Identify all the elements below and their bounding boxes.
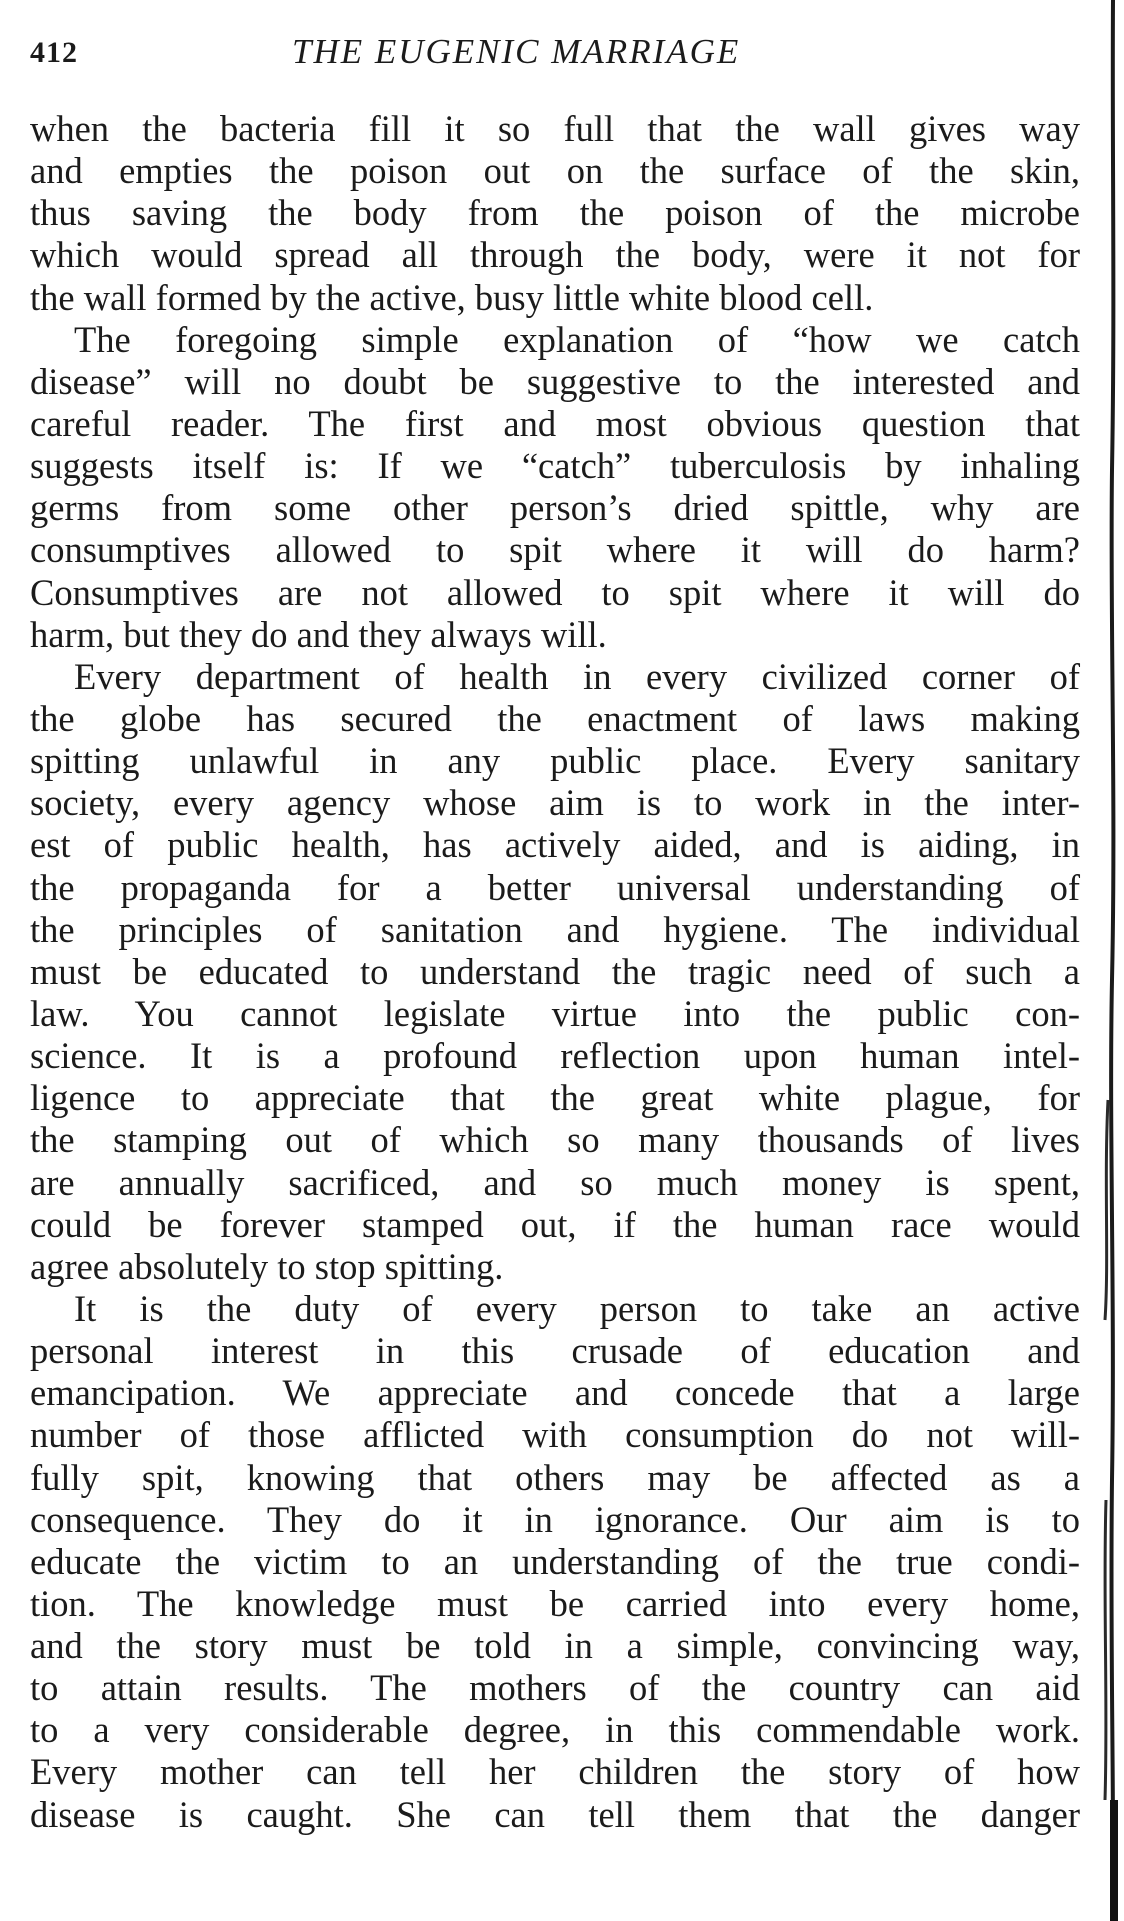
text-line: the stamping out of which so many thousands of lives	[30, 1119, 1080, 1161]
text-line: disease” will no doubt be suggestive to the interested and	[30, 360, 1080, 402]
page-edge-shadow	[1100, 0, 1124, 1921]
text-line: spitting unlawful in any public place. Every sanitary	[30, 740, 1080, 782]
text-line: est of public health, has actively aided, and is aiding, in	[30, 824, 1080, 866]
text-line: the principles of sanitation and hygiene. The individual	[30, 908, 1080, 950]
text-line: educate the victim to an understanding of the true condi-	[30, 1540, 1080, 1582]
text-line: consequence. They do it in ignorance. Our aim is to	[30, 1498, 1080, 1540]
text-line: germs from some other person’s dried spittle, why are	[30, 487, 1080, 529]
text-line: are annually sacrificed, and so much money is spent,	[30, 1161, 1080, 1203]
text-line: agree absolutely to stop spitting.	[30, 1245, 504, 1287]
text-line: the propaganda for a better universal understanding of	[30, 866, 1080, 908]
text-line: consumptives allowed to spit where it will do harm?	[30, 529, 1080, 571]
text-line: careful reader. The first and most obvious question that	[30, 402, 1080, 444]
text-line: personal interest in this crusade of education and	[30, 1330, 1080, 1372]
text-line: thus saving the body from the poison of the microbe	[30, 192, 1080, 234]
text-line: disease is caught. She can tell them that the danger	[30, 1793, 1080, 1835]
text-line: the wall formed by the active, busy little white blood cell.	[30, 276, 874, 318]
running-head	[30, 32, 1090, 76]
text-line: suggests itself is: If we “catch” tuberculosis by inhaling	[30, 445, 1080, 487]
text-line: when the bacteria fill it so full that the wall gives way	[30, 108, 1080, 149]
text-line: could be forever stamped out, if the human race would	[30, 1203, 1080, 1245]
text-line: ligence to appreciate that the great white plague, for	[30, 1077, 1080, 1119]
page-number: 412	[30, 36, 78, 69]
text-line: harm, but they do and they always will.	[30, 613, 607, 655]
text-line: Every department of health in every civilized corner of	[74, 655, 1080, 697]
text-line: Every mother can tell her children the story of how	[30, 1751, 1080, 1793]
running-title: THE EUGENIC MARRIAGE	[292, 32, 741, 71]
text-line: and empties the poison out on the surface of the skin,	[30, 150, 1080, 192]
text-line: which would spread all through the body, were it not for	[30, 234, 1080, 276]
text-line: law. You cannot legislate virtue into the public con-	[30, 992, 1080, 1034]
text-line: the globe has secured the enactment of laws making	[30, 697, 1080, 739]
text-line: tion. The knowledge must be carried into every home,	[30, 1582, 1080, 1624]
text-line: number of those afflicted with consumption do not will-	[30, 1414, 1080, 1456]
text-line: fully spit, knowing that others may be affected as a	[30, 1456, 1080, 1498]
text-line: The foregoing simple explanation of “how we catch	[74, 318, 1080, 360]
text-line: emancipation. We appreciate and concede that a large	[30, 1372, 1080, 1414]
text-line: to attain results. The mothers of the country can aid	[30, 1667, 1080, 1709]
body-text	[30, 108, 1080, 1836]
text-line: to a very considerable degree, in this commendable work.	[30, 1709, 1080, 1751]
text-line: science. It is a profound reflection upon human intel-	[30, 1035, 1080, 1077]
text-line: must be educated to understand the tragic need of such a	[30, 950, 1080, 992]
text-line: and the story must be told in a simple, convincing way,	[30, 1625, 1080, 1667]
text-line: It is the duty of every person to take an active	[74, 1287, 1080, 1329]
text-line: Consumptives are not allowed to spit where it will do	[30, 571, 1080, 613]
text-line: society, every agency whose aim is to work in the inter-	[30, 782, 1080, 824]
